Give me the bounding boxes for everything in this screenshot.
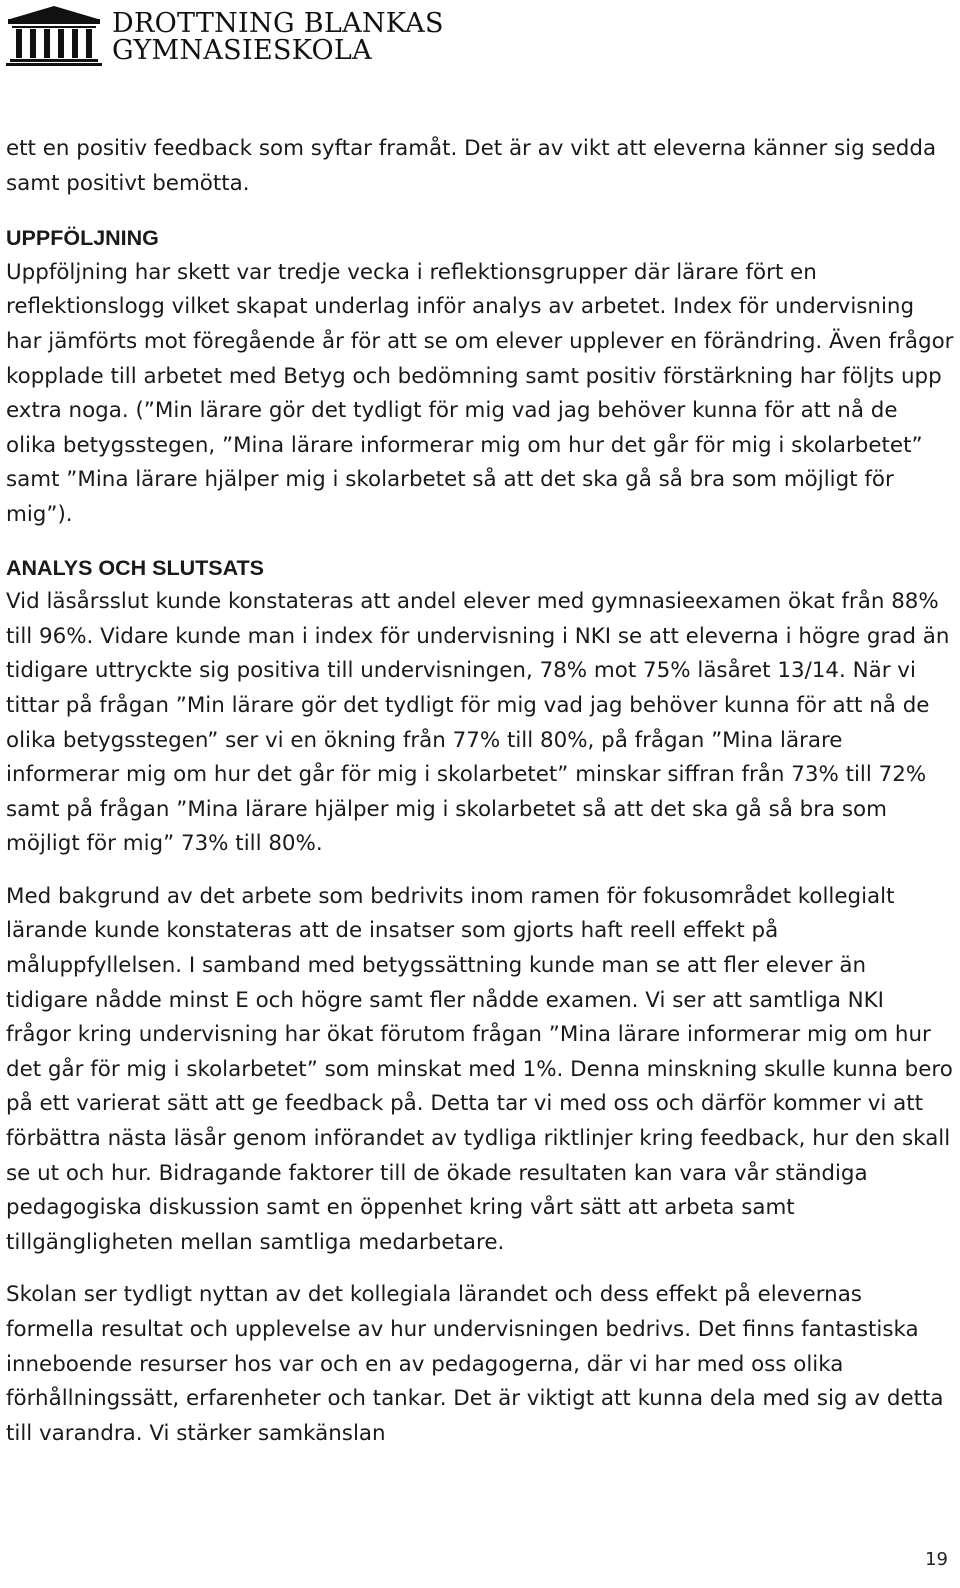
section-text-uppfoljning: Uppföljning har skett var tredje vecka i reflektionsgrupper där lärare fört en reflektionslogg vilket skapat underlag inför analys av arbetet. Index för undervisning har jämförts mot föregående år för att se om elever upplever en förändring. Även frågor kopplade till arbetet med Betyg och bedömning samt positiv förstärkning har följts upp extra noga. (”Min lärare gör det tydligt för mig vad jag behöver kunna för att nå de olika betygsstegen, ”Mina lärare informerar mig om hur det går för mig i skolarbetet” samt ”Mina lärare hjälper mig i skolarbetet så att det ska gå så bra som möjligt för mig”). [6,259,954,527]
paragraph-bakgrund: Med bakgrund av det arbete som bedrivits inom ramen för fokusområdet kollegialt lärande kunde konstateras att de insatser som gjorts haft reell effekt på måluppfyllelsen. I samband med betygssättning kunde man se att fler elever än tidigare nådde minst E och högre samt fler nådde examen. Vi ser att samtliga NKI frågor kring undervisning har ökat förutom frågan ”Mina lärare informerar mig om hur det går för mig i skolarbetet” som minskat med 1%. Denna minskning skulle kunna bero på ett varierat sätt att ge feedback på. Detta tar vi med oss och därför kommer vi att förbättra nästa läsår genom införandet av tydliga riktlinjer kring feedback, hur den skall se ut och hur. Bidragande faktorer till de ökade resultaten kan vara vår ständiga pedagogiska diskussion samt en öppenhet kring vårt sätt att arbeta samt tillgängligheten mellan samtliga medarbetare. [6,883,953,1255]
intro-paragraph: ett en positiv feedback som syftar framåt. Det är av vikt att eleverna känner sig sedda samt positivt bemötta. [6,136,937,196]
section-heading-uppfoljning: UPPFÖLJNING [6,226,159,251]
school-name [112,10,444,64]
section-text-analys: Vid läsårsslut kunde konstateras att andel elever med gymnasieexamen ökat från 88% till 96%. Vidare kunde man i index för undervisning i NKI se att eleverna i högre grad än tidigare uttryckte sig positiva till undervisningen, 78% mot 75% läsåret 13/14. När vi tittar på frågan ”Min lärare gör det tydligt för mig vad jag behöver kunna för att nå de olika betygsstegen” ser vi en ökning från 77% till 80%, på frågan ”Mina lärare informerar mig om hur det går för mig i skolarbetet” minskar siffran från 73% till 72% samt på frågan ”Mina lärare hjälper mig i skolarbetet så att det ska gå så bra som möjligt för mig” 73% till 80%. [6,589,950,857]
school-name-line1: DROTTNING BLANKAS [112,8,444,39]
page-number: 19 [925,1549,948,1570]
document-body [6,132,954,1451]
section-heading-analys: ANALYS OCH SLUTSATS [6,555,265,580]
paragraph-skolan: Skolan ser tydligt nyttan av det kollegiala lärandet och dess effekt på elevernas formella resultat och upplevelse av hur undervisningen bedrivs. Det finns fantastiska inneboende resurser hos var och en av pedagogerna, där vi har med oss olika förhållningssätt, erfarenheter och tankar. Det är viktigt att kunna dela med sig av detta till varandra. Vi stärker samkänslan [6,1282,944,1446]
school-name-line2: GYMNASIESKOLA [112,35,372,66]
school-header [6,4,444,68]
greek-temple-icon [6,4,102,66]
